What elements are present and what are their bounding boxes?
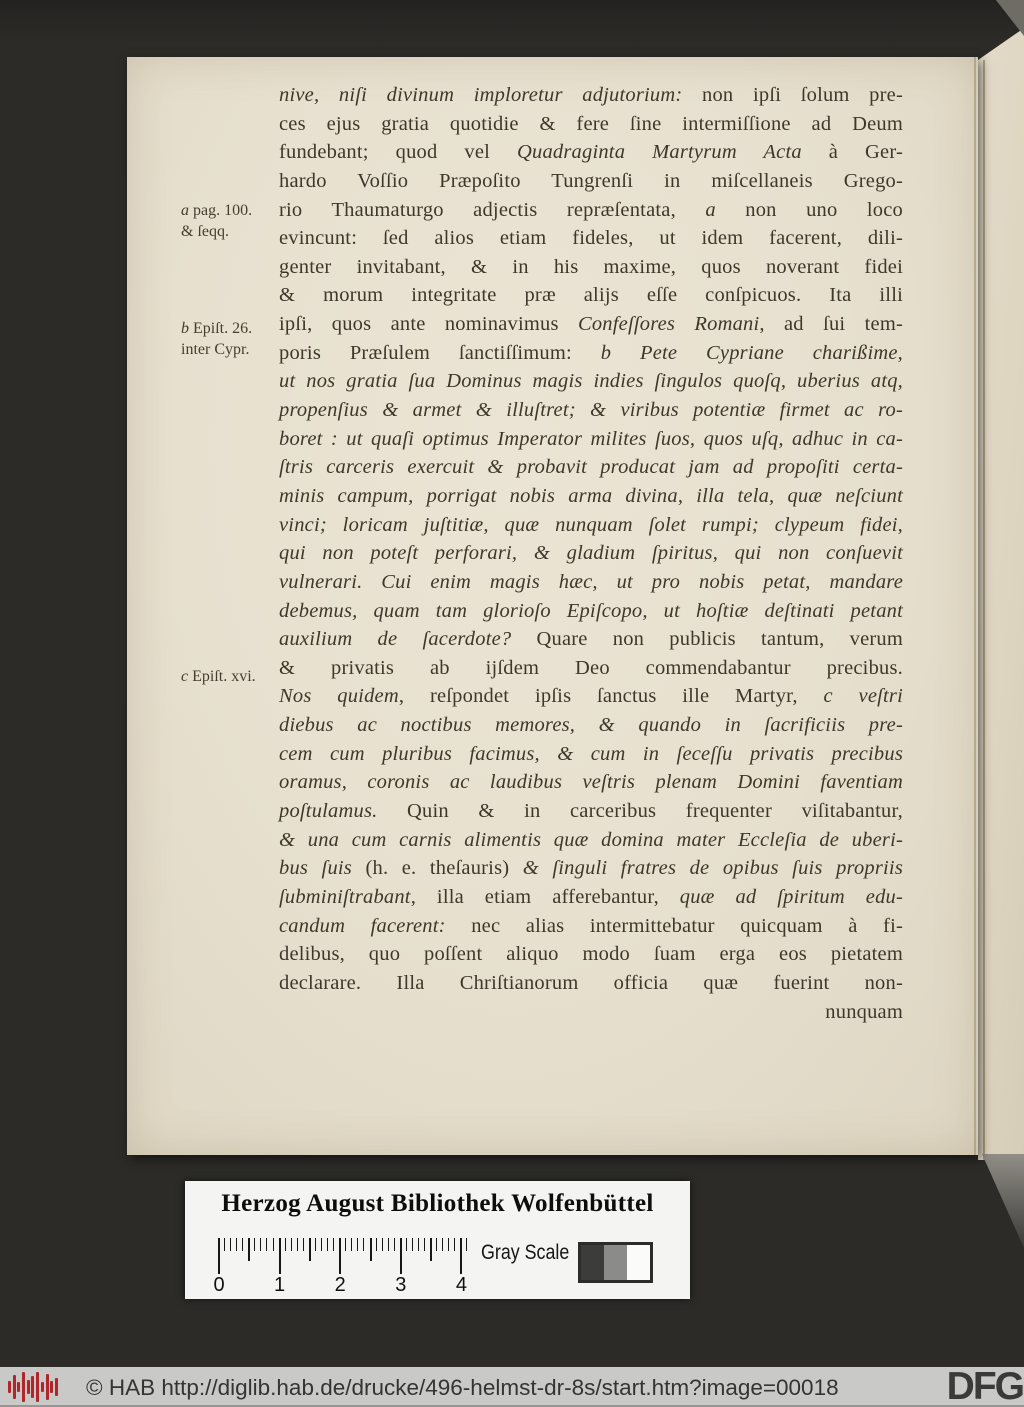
ruler-tick <box>321 1238 322 1251</box>
text-segment: nunquam <box>825 1000 903 1023</box>
text-segment: genter invitabant, & in his maxime, quos noverant fidei <box>279 255 903 278</box>
text-segment: Quin & in carceribus frequenter viſitabantur, <box>407 800 903 823</box>
text-line <box>279 539 903 568</box>
footer-bar <box>0 1367 1024 1407</box>
ruler-tick <box>291 1238 292 1251</box>
text-segment: ſubminiſtrabant <box>279 885 411 908</box>
ruler-number: 4 <box>455 1274 467 1296</box>
ruler-tick <box>430 1238 432 1261</box>
text-segment: Confeſſores Romani <box>577 313 760 336</box>
ruler-tick <box>242 1238 243 1251</box>
text-segment: qui non poteſt perforari, & gladium ſpiritus, qui non conſuevit <box>279 542 903 565</box>
text-line <box>279 854 903 883</box>
text-segment: evincunt: ſed alios etiam fideles, ut idem facerent, dili- <box>279 227 903 250</box>
ruler-tick <box>436 1238 437 1251</box>
text-segment: poris Præſulem ſanctiſſimum: <box>279 341 601 364</box>
ruler-tick <box>297 1238 298 1251</box>
text-segment: b Pete Cypriane charißime, <box>600 341 903 364</box>
text-line <box>279 969 903 998</box>
ruler-tick <box>345 1238 346 1251</box>
text-line <box>279 597 903 626</box>
text-segment: diebus ac noctibus memores, & quando in ſacrificiis pre- <box>279 714 903 737</box>
ruler-tick <box>388 1238 389 1251</box>
ruler-tick <box>382 1238 383 1251</box>
text-line <box>279 339 903 368</box>
text-segment: , reſpondet ipſis ſanctus ille Martyr, <box>398 685 824 708</box>
ruler-tick <box>248 1238 250 1261</box>
ruler-tick <box>406 1238 407 1251</box>
text-segment: , ad ſui tem- <box>759 313 903 336</box>
text-segment: fundebant; quod vel <box>279 141 518 164</box>
text-segment: boret : ut quaſi optimus Imperator milites ſuos, quos uſq, adhuc in ca- <box>279 427 903 450</box>
text-segment: & ſeqq. <box>181 222 229 240</box>
page-corner-shadow <box>988 0 1024 36</box>
ruler-tick <box>454 1238 455 1251</box>
ruler-tick <box>460 1238 462 1274</box>
text-segment: Nos quidem <box>279 685 399 708</box>
image-source-url: © HAB http://diglib.hab.de/drucke/496-helmst-dr-8s/start.htm?image=00018 <box>86 1375 839 1400</box>
text-segment: vinci; loricam juſtitiæ, quæ nunquam ſolet rumpi; clypeum fidei, <box>279 513 903 536</box>
text-segment: auxilium de ſacerdote? <box>279 628 537 651</box>
text-segment: (h. e. theſauris) <box>365 857 523 880</box>
text-line <box>279 310 903 339</box>
text-line <box>279 110 903 139</box>
text-line <box>279 81 903 110</box>
text-line <box>279 625 903 654</box>
barcode-bar <box>8 1381 11 1393</box>
ruler-tick <box>254 1238 255 1251</box>
text-segment: nive, niſi divinum imploretur adjutorium: <box>279 84 703 106</box>
text-segment: ſtris carceris exercuit & probavit producat jam ad propoſiti certa- <box>279 456 903 479</box>
text-line <box>279 396 903 425</box>
barcode-bar <box>31 1376 34 1398</box>
ruler-tick <box>273 1238 274 1251</box>
barcode-bar <box>27 1380 30 1394</box>
margin-note <box>181 201 283 242</box>
measurement-ruler <box>213 1238 510 1296</box>
text-segment: à Ger- <box>801 141 903 164</box>
ruler-tick <box>224 1238 225 1251</box>
text-segment: propenſius & armet & illuſtret; & viribus potentiæ firmet ac ro- <box>279 399 903 422</box>
margin-note <box>181 319 283 360</box>
ruler-number: 3 <box>395 1274 407 1296</box>
text-line <box>279 281 903 310</box>
text-line <box>279 367 903 396</box>
text-segment: ces ejus gratia quotidie & fere ſine intermiſſione ad Deum <box>279 112 903 135</box>
text-segment: a <box>181 202 193 219</box>
gray-scale-cell <box>604 1245 627 1280</box>
text-line <box>279 511 903 540</box>
barcode-bar <box>50 1381 53 1393</box>
ruler-tick <box>218 1238 220 1274</box>
ruler-tick <box>327 1238 328 1251</box>
hab-red-barcode-icon <box>8 1370 64 1404</box>
ruler-tick <box>285 1238 286 1251</box>
text-segment: c veſtri <box>823 685 904 708</box>
text-line <box>279 940 903 969</box>
text-line <box>279 711 903 740</box>
gray-scale-cell <box>581 1245 604 1280</box>
text-segment: vulnerari. Cui enim magis hæc, ut pro nobis petat, mandare <box>279 570 903 593</box>
text-segment: poſtulamus. <box>279 800 408 823</box>
ruler-tick <box>363 1238 364 1251</box>
ruler-tick <box>412 1238 413 1251</box>
ruler-tick <box>260 1238 261 1251</box>
text-line <box>279 883 903 912</box>
text-line <box>279 425 903 454</box>
barcode-bar <box>41 1382 44 1392</box>
ruler-tick <box>466 1238 467 1251</box>
text-segment: nec alias intermittebatur quicquam à fi- <box>471 914 903 937</box>
text-segment: c <box>181 668 193 685</box>
text-segment: hardo Voſſio Præpoſito Tungrenſi in miſcellaneis Grego- <box>279 169 903 192</box>
ruler-tick <box>309 1238 311 1261</box>
text-segment: a <box>705 198 716 221</box>
text-segment: oramus, coronis ac laudibus veſtris plenam Domini faventiam <box>279 771 903 794</box>
dfg-logo: DFG <box>946 1365 1023 1407</box>
text-line <box>279 482 903 511</box>
text-segment: rio Thaumaturgo adjectis repræſentata, <box>279 198 706 221</box>
gray-scale-cell <box>627 1245 650 1280</box>
text-line <box>279 196 903 225</box>
text-line <box>279 797 903 826</box>
text-segment: & una cum carnis alimentis quæ domina mater Eccleſia de uberi- <box>279 828 903 851</box>
ruler-number: 2 <box>334 1274 346 1296</box>
ruler-tick <box>351 1238 352 1251</box>
barcode-bar <box>13 1375 16 1399</box>
gray-scale-label: Gray Scale <box>481 1241 570 1264</box>
text-line <box>279 224 903 253</box>
text-line <box>279 453 903 482</box>
ruler-tick <box>376 1238 377 1251</box>
library-label <box>185 1181 690 1299</box>
ruler-tick <box>448 1238 449 1251</box>
text-segment: , illa etiam afferebantur, <box>410 885 680 908</box>
text-line <box>279 568 903 597</box>
text-segment: quæ ad ſpiritum edu- <box>679 885 903 908</box>
text-line <box>279 167 903 196</box>
ruler-tick <box>370 1238 372 1261</box>
text-segment: minis campum, porrigat nobis arma divina, illa tela, quæ neſciunt <box>279 484 903 507</box>
ruler-tick <box>424 1238 425 1251</box>
ruler-tick <box>279 1238 281 1274</box>
text-segment: Quadraginta Martyrum Acta <box>517 141 802 164</box>
ruler-tick <box>333 1238 334 1251</box>
text-line <box>279 682 903 711</box>
ruler-tick <box>394 1238 395 1251</box>
text-segment: ipſi, quos ante nominavimus <box>279 313 578 336</box>
text-segment: declarare. Illa Chriſtianorum officia quæ fuerint non- <box>279 971 903 994</box>
catchword-line <box>279 998 903 1027</box>
text-segment: ut nos gratia ſua Dominus magis indies ſingulos quoſq, uberius atq, <box>279 370 903 393</box>
text-segment: pag. 100. <box>193 202 253 219</box>
text-segment: Quare non publicis tantum, verum <box>536 628 904 651</box>
ruler-tick <box>339 1238 341 1274</box>
text-segment: candum facerent: <box>279 914 472 937</box>
text-line <box>279 740 903 769</box>
text-segment: non uno loco <box>715 198 903 221</box>
ruler-tick <box>230 1238 231 1251</box>
text-line <box>279 654 903 683</box>
ruler-tick <box>418 1238 419 1251</box>
text-segment: debemus, quam tam glorioſo Epiſcopo, ut hoſtiæ deſtinati petant <box>279 599 903 622</box>
book-page-scan <box>127 57 978 1155</box>
book-fore-edge <box>978 20 1024 1160</box>
barcode-bar <box>22 1372 25 1402</box>
text-segment: inter Cypr. <box>181 340 250 358</box>
library-label-title: Herzog August Bibliothek Wolfenbüttel <box>221 1190 654 1217</box>
margin-note <box>181 667 283 688</box>
text-segment: bus ſuis <box>279 857 366 880</box>
barcode-bar <box>55 1378 58 1396</box>
ruler-tick <box>303 1238 304 1251</box>
ruler-tick <box>442 1238 443 1251</box>
text-line <box>279 138 903 167</box>
ruler-tick <box>266 1238 267 1251</box>
barcode-bar <box>46 1374 49 1400</box>
text-segment: b <box>181 320 193 337</box>
gray-scale-bar <box>578 1242 653 1283</box>
text-segment: Epiſt. xvi. <box>192 668 256 685</box>
ruler-tick <box>400 1238 402 1274</box>
text-line <box>279 826 903 855</box>
fore-edge-shadow <box>982 1154 1024 1248</box>
text-line <box>279 912 903 941</box>
text-line <box>279 253 903 282</box>
barcode-bar <box>17 1382 20 1392</box>
text-segment: cem cum pluribus facimus, & cum in ſeceſſu privatis precibus <box>279 742 903 765</box>
ruler-number: 0 <box>213 1274 225 1296</box>
ruler-tick <box>357 1238 358 1251</box>
page-text-block <box>279 81 903 1026</box>
text-segment: Epiſt. 26. <box>193 320 253 337</box>
text-segment: delibus, quo poſſent aliquo modo ſuam erga eos pietatem <box>279 943 903 966</box>
text-segment: & privatis ab ijſdem Deo commendabantur precibus. <box>279 656 903 679</box>
barcode-bar <box>36 1372 39 1402</box>
text-segment: & morum integritate præ alijs eſſe conſpicuos. Ita illi <box>279 284 903 307</box>
ruler-tick <box>236 1238 237 1251</box>
ruler-tick <box>315 1238 316 1251</box>
text-line <box>279 768 903 797</box>
ruler-number: 1 <box>274 1274 286 1296</box>
text-segment: & ſinguli fratres de opibus ſuis propriis <box>522 857 903 880</box>
text-segment: non ipſi ſolum pre- <box>702 84 903 106</box>
